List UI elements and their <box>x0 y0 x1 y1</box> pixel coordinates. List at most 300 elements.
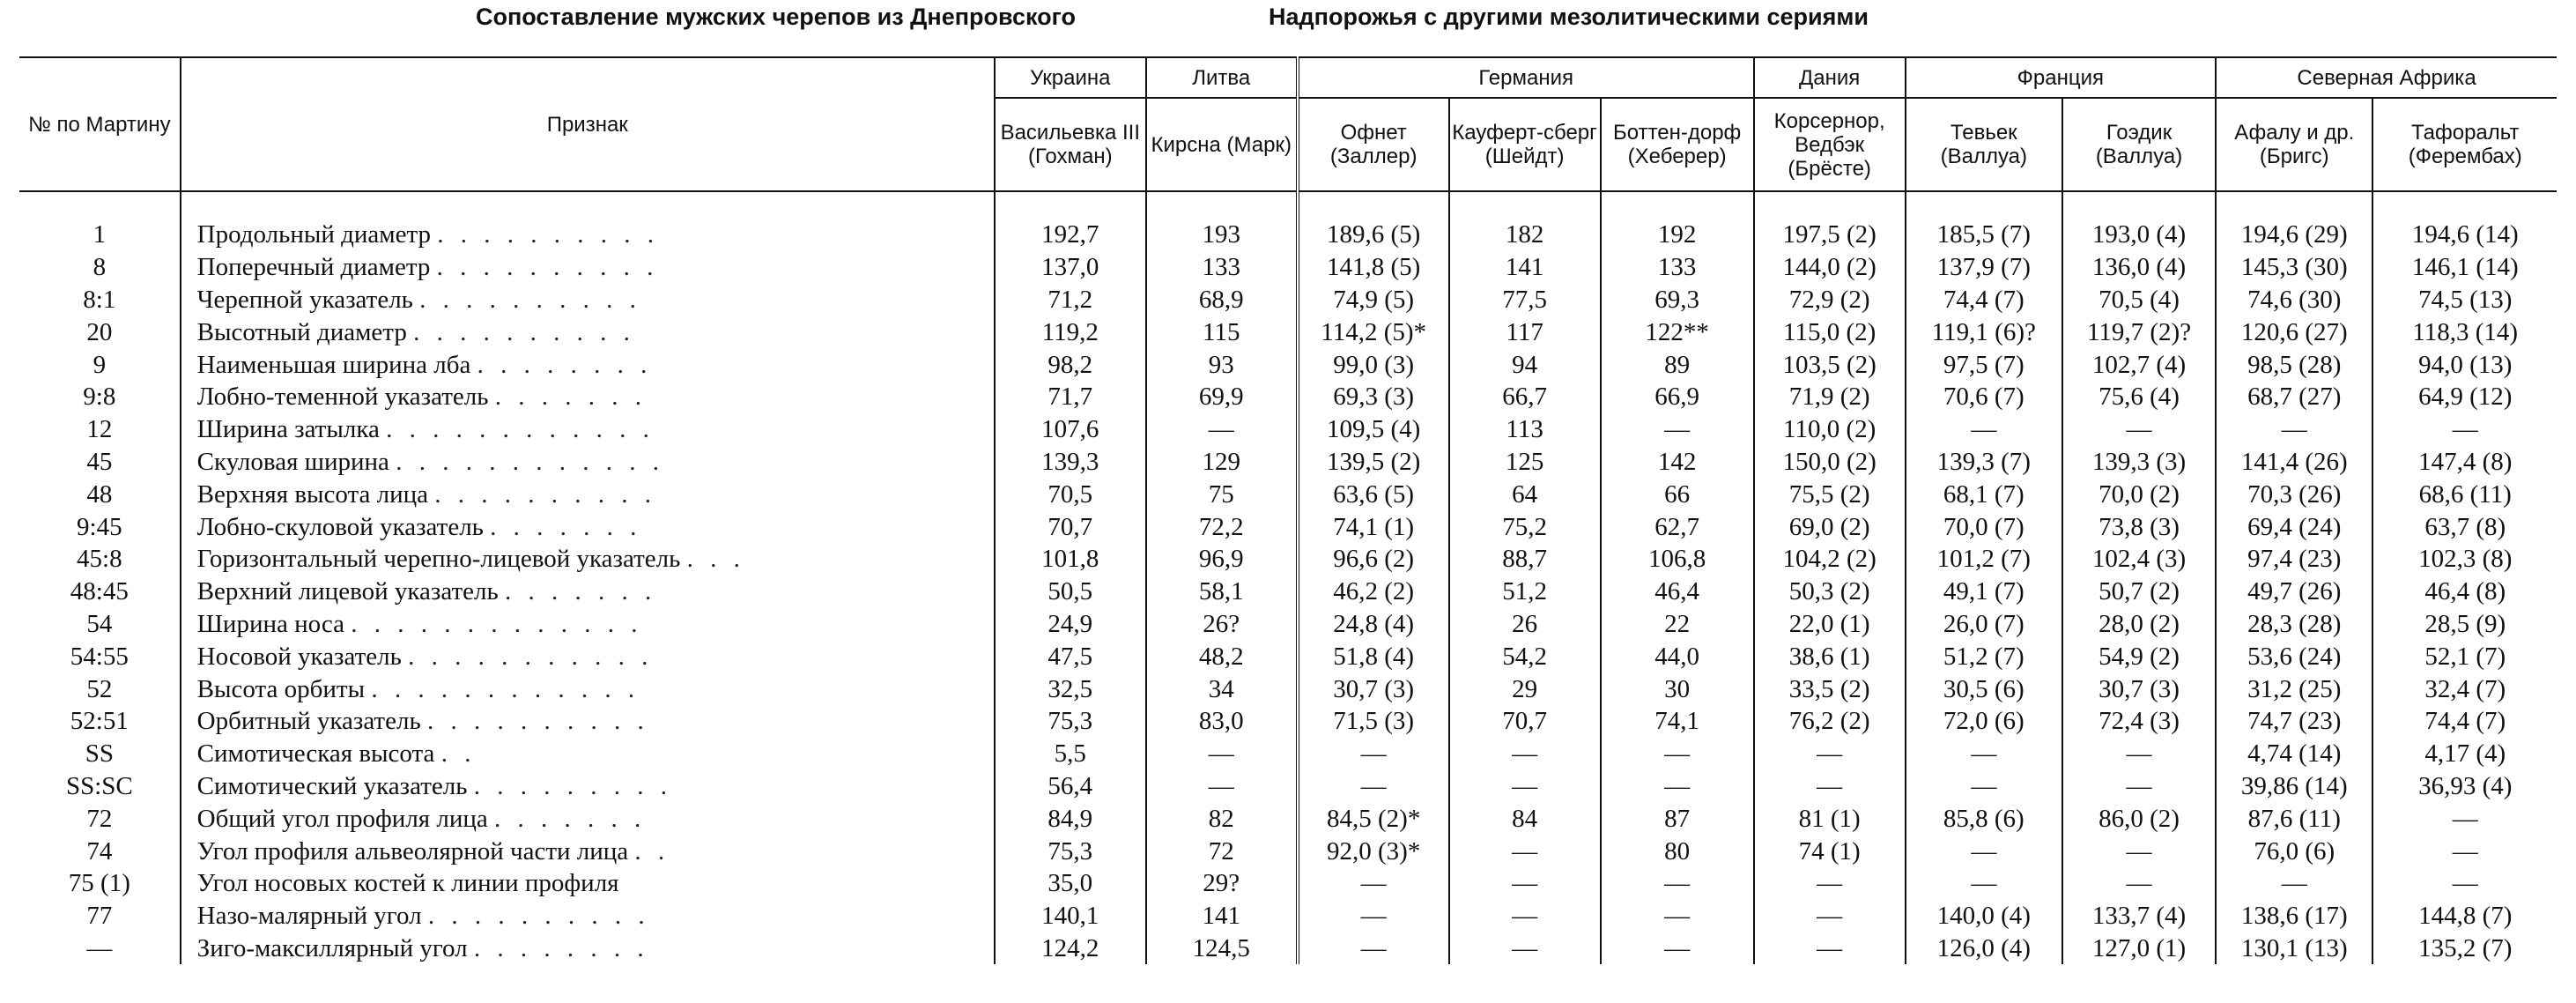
value-cell: 106,8 <box>1601 543 1754 576</box>
leader-dots: . . . . . . . . . . <box>436 253 659 282</box>
table-row <box>19 640 2557 672</box>
table-row <box>19 672 2557 705</box>
value-cell: — <box>2062 738 2216 770</box>
series-header: Васильевка III (Гохман) <box>995 98 1146 191</box>
value-cell: 49,1 (7) <box>1906 576 2062 608</box>
value-cell: 102,7 (4) <box>2062 348 2216 381</box>
value-cell: 96,6 (2) <box>1298 543 1449 576</box>
value-cell: — <box>2372 867 2557 900</box>
value-cell: 140,0 (4) <box>1906 900 2062 932</box>
feature-name: Угол профиля альвеолярной части лица <box>196 836 629 866</box>
table-body <box>19 191 2557 964</box>
value-cell: 110,0 (2) <box>1754 413 1906 446</box>
value-cell: — <box>1906 738 2062 770</box>
leader-dots: . . . . . . . . . <box>473 771 672 800</box>
value-cell: 46,2 (2) <box>1298 576 1449 608</box>
feature-name: Поперечный диаметр <box>196 253 431 282</box>
value-cell: — <box>1906 835 2062 867</box>
value-cell: 68,7 (27) <box>2216 381 2372 413</box>
value-cell: 44,0 <box>1601 640 1754 672</box>
value-cell: 76,0 (6) <box>2216 835 2372 867</box>
feature-name: Наименьшая ширина лба <box>196 350 471 379</box>
value-cell: 28,0 (2) <box>2062 608 2216 641</box>
value-cell: 51,2 (7) <box>1906 640 2062 672</box>
value-cell: 101,8 <box>995 543 1146 576</box>
value-cell: 86,0 (2) <box>2062 802 2216 835</box>
martin-number: 72 <box>86 804 113 833</box>
value-cell: — <box>1601 867 1754 900</box>
value-cell: — <box>1146 413 1298 446</box>
value-cell: — <box>1449 867 1601 900</box>
feature-name: Верхняя высота лица <box>196 479 429 509</box>
feature-cell <box>181 478 995 510</box>
value-cell: 32,4 (7) <box>2372 672 2557 705</box>
martin-number: 54:55 <box>70 642 129 671</box>
value-cell: 64 <box>1449 478 1601 510</box>
value-cell: 48,2 <box>1146 640 1298 672</box>
value-cell: 107,6 <box>995 413 1146 446</box>
feature-name: Ширина затылка <box>196 415 380 444</box>
value-cell: 70,0 (2) <box>2062 478 2216 510</box>
table-row <box>19 770 2557 803</box>
value-cell: 66,7 <box>1449 381 1601 413</box>
value-cell: — <box>1298 932 1449 965</box>
feature-cell <box>181 705 995 738</box>
value-cell: 28,3 (28) <box>2216 608 2372 641</box>
value-cell: 72,2 <box>1146 510 1298 543</box>
value-cell: 139,3 (3) <box>2062 446 2216 479</box>
value-cell: 74 (1) <box>1754 835 1906 867</box>
value-cell: 68,9 <box>1146 284 1298 316</box>
value-cell: 124,2 <box>995 932 1146 965</box>
value-cell: 70,3 (26) <box>2216 478 2372 510</box>
value-cell: 192 <box>1601 191 1754 251</box>
value-cell: 72 <box>1146 835 1298 867</box>
value-cell: 51,8 (4) <box>1298 640 1449 672</box>
value-cell: 30 <box>1601 672 1754 705</box>
value-cell: 127,0 (1) <box>2062 932 2216 965</box>
feature-cell <box>181 640 995 672</box>
martin-number: 77 <box>86 902 113 931</box>
value-cell: 74,5 (13) <box>2372 284 2557 316</box>
value-cell: 70,0 (7) <box>1906 510 2062 543</box>
value-cell: 74,9 (5) <box>1298 284 1449 316</box>
value-cell: 68,6 (11) <box>2372 478 2557 510</box>
series-header: Офнет (Заллер) <box>1298 98 1449 191</box>
value-cell: 70,7 <box>1449 705 1601 738</box>
value-cell: 31,2 (25) <box>2216 672 2372 705</box>
value-cell: 54,2 <box>1449 640 1601 672</box>
value-cell: 56,4 <box>995 770 1146 803</box>
value-cell: 83,0 <box>1146 705 1298 738</box>
martin-number: 8 <box>93 253 107 282</box>
table-row <box>19 900 2557 932</box>
value-cell: — <box>1298 867 1449 900</box>
feature-cell <box>181 900 995 932</box>
value-cell: 75,3 <box>995 835 1146 867</box>
feature-cell <box>181 576 995 608</box>
value-cell: — <box>1449 835 1601 867</box>
value-cell: 75,2 <box>1449 510 1601 543</box>
value-cell: 74,1 <box>1601 705 1754 738</box>
value-cell: 30,7 (3) <box>2062 672 2216 705</box>
value-cell: 29 <box>1449 672 1601 705</box>
value-cell: 29? <box>1146 867 1298 900</box>
value-cell: 85,8 (6) <box>1906 802 2062 835</box>
feature-cell <box>181 738 995 770</box>
value-cell: 74,4 (7) <box>2372 705 2557 738</box>
feature-name: Лобно-скуловой указатель <box>196 512 484 541</box>
value-cell: 72,9 (2) <box>1754 284 1906 316</box>
series-header: Тафоральт (Ферембах) <box>2372 98 2557 191</box>
table-row <box>19 543 2557 576</box>
header-num: № по Мартину <box>19 57 181 191</box>
value-cell: — <box>1601 413 1754 446</box>
martin-number: 9:45 <box>77 512 122 541</box>
value-cell: 138,6 (17) <box>2216 900 2372 932</box>
feature-cell <box>181 543 995 576</box>
value-cell: 24,9 <box>995 608 1146 641</box>
value-cell: — <box>1601 738 1754 770</box>
value-cell: — <box>1298 770 1449 803</box>
value-cell: 69,4 (24) <box>2216 510 2372 543</box>
value-cell: 122** <box>1601 316 1754 348</box>
leader-dots: . . . . . . . . . . . <box>408 642 654 671</box>
value-cell: 71,5 (3) <box>1298 705 1449 738</box>
table-row <box>19 191 2557 251</box>
value-cell: 69,3 <box>1601 284 1754 316</box>
series-header: Афалу и др. (Бригс) <box>2216 98 2372 191</box>
table-row <box>19 284 2557 316</box>
table-row <box>19 251 2557 284</box>
table-row <box>19 932 2557 965</box>
value-cell: 26 <box>1449 608 1601 641</box>
feature-name: Общий угол профиля лица <box>196 804 488 833</box>
value-cell: 104,2 (2) <box>1754 543 1906 576</box>
value-cell: 73,8 (3) <box>2062 510 2216 543</box>
martin-number: 52 <box>86 674 113 703</box>
value-cell: 24,8 (4) <box>1298 608 1449 641</box>
value-cell: 74,7 (23) <box>2216 705 2372 738</box>
table-row <box>19 316 2557 348</box>
value-cell: 63,7 (8) <box>2372 510 2557 543</box>
martin-number: 9 <box>93 350 107 379</box>
value-cell: — <box>2216 867 2372 900</box>
value-cell: 141,8 (5) <box>1298 251 1449 284</box>
table-row <box>19 867 2557 900</box>
value-cell: 32,5 <box>995 672 1146 705</box>
value-cell: 141 <box>1146 900 1298 932</box>
value-cell: 109,5 (4) <box>1298 413 1449 446</box>
value-cell: 96,9 <box>1146 543 1298 576</box>
value-cell: 33,5 (2) <box>1754 672 1906 705</box>
table-row <box>19 348 2557 381</box>
value-cell: 82 <box>1146 802 1298 835</box>
martin-number: 8:1 <box>83 285 116 314</box>
value-cell: 63,6 (5) <box>1298 478 1449 510</box>
value-cell: 50,5 <box>995 576 1146 608</box>
value-cell: 140,1 <box>995 900 1146 932</box>
value-cell: 89 <box>1601 348 1754 381</box>
value-cell: 72,4 (3) <box>2062 705 2216 738</box>
value-cell: 133 <box>1146 251 1298 284</box>
value-cell: 46,4 (8) <box>2372 576 2557 608</box>
feature-cell <box>181 381 995 413</box>
martin-number: 48:45 <box>70 577 129 606</box>
value-cell: 71,2 <box>995 284 1146 316</box>
table-row <box>19 446 2557 479</box>
table-title <box>0 4 2576 39</box>
value-cell: 70,5 (4) <box>2062 284 2216 316</box>
value-cell: 77,5 <box>1449 284 1601 316</box>
value-cell: 129 <box>1146 446 1298 479</box>
leader-dots: . . . . . . . . . . <box>419 285 641 314</box>
leader-dots: . . . . . . . <box>504 577 657 606</box>
value-cell: 120,6 (27) <box>2216 316 2372 348</box>
value-cell: 80 <box>1601 835 1754 867</box>
value-cell: — <box>2372 835 2557 867</box>
value-cell: 135,2 (7) <box>2372 932 2557 965</box>
value-cell: 99,0 (3) <box>1298 348 1449 381</box>
value-cell: 75,5 (2) <box>1754 478 1906 510</box>
value-cell: 102,3 (8) <box>2372 543 2557 576</box>
leader-dots: . . . . . . . . . . <box>427 902 650 931</box>
feature-cell <box>181 802 995 835</box>
feature-name: Орбитный указатель <box>196 707 421 736</box>
value-cell: — <box>1906 867 2062 900</box>
series-header: Кирсна (Марк) <box>1146 98 1298 191</box>
leader-dots: . . . . . . . <box>490 512 642 541</box>
feature-cell <box>181 316 995 348</box>
region-germany: Германия <box>1298 57 1754 98</box>
feature-cell <box>181 191 995 251</box>
value-cell: 22,0 (1) <box>1754 608 1906 641</box>
leader-dots: . . . . . . . . . . <box>426 707 649 736</box>
feature-cell <box>181 867 995 900</box>
feature-name: Горизонтальный черепно-лицевой указатель <box>196 545 681 574</box>
value-cell: 84 <box>1449 802 1601 835</box>
feature-cell <box>181 413 995 446</box>
value-cell: 22 <box>1601 608 1754 641</box>
value-cell: 115,0 (2) <box>1754 316 1906 348</box>
value-cell: 54,9 (2) <box>2062 640 2216 672</box>
title-right: Надпорожья с другими мезолитическими сериями <box>1269 4 1869 30</box>
value-cell: 70,5 <box>995 478 1146 510</box>
feature-name: Черепной указатель <box>196 285 413 314</box>
value-cell: 97,5 (7) <box>1906 348 2062 381</box>
martin-number: 75 (1) <box>68 869 130 898</box>
value-cell: 84,9 <box>995 802 1146 835</box>
value-cell: 47,5 <box>995 640 1146 672</box>
region-north-africa: Северная Африка <box>2216 57 2557 98</box>
feature-name: Носовой указатель <box>196 642 402 671</box>
value-cell: 69,0 (2) <box>1754 510 1906 543</box>
feature-name: Продольный диаметр <box>196 220 432 249</box>
region-denmark: Дания <box>1754 57 1906 98</box>
leader-dots: . . . . . . . <box>494 804 647 833</box>
value-cell: 150,0 (2) <box>1754 446 1906 479</box>
martin-number: 9:8 <box>83 383 116 412</box>
value-cell: 87 <box>1601 802 1754 835</box>
value-cell: 36,93 (4) <box>2372 770 2557 803</box>
value-cell: 74,1 (1) <box>1298 510 1449 543</box>
feature-name: Скуловая ширина <box>196 447 389 476</box>
value-cell: — <box>2062 835 2216 867</box>
value-cell: — <box>1146 738 1298 770</box>
feature-cell <box>181 284 995 316</box>
leader-dots: . . . <box>686 545 745 574</box>
header-feature: Признак <box>181 57 995 191</box>
value-cell: 193 <box>1146 191 1298 251</box>
value-cell: — <box>1906 770 2062 803</box>
value-cell: 75,3 <box>995 705 1146 738</box>
feature-name: Зиго-максиллярный угол <box>196 933 468 962</box>
series-header: Корсернор, Ведбэк (Брёсте) <box>1754 98 1906 191</box>
value-cell: 194,6 (29) <box>2216 191 2372 251</box>
value-cell: 50,7 (2) <box>2062 576 2216 608</box>
value-cell: 4,17 (4) <box>2372 738 2557 770</box>
series-header: Кауферт-сберг (Шейдт) <box>1449 98 1601 191</box>
value-cell: 38,6 (1) <box>1754 640 1906 672</box>
region-lithuania: Литва <box>1146 57 1298 98</box>
region-france: Франция <box>1906 57 2216 98</box>
feature-name: Лобно-теменной указатель <box>196 383 489 412</box>
value-cell: 117 <box>1449 316 1601 348</box>
value-cell: — <box>1754 867 1906 900</box>
value-cell: — <box>1754 738 1906 770</box>
value-cell: 46,4 <box>1601 576 1754 608</box>
leader-dots: . . . . . . . . <box>473 933 649 962</box>
value-cell: 75,6 (4) <box>2062 381 2216 413</box>
value-cell: — <box>1754 932 1906 965</box>
value-cell: 193,0 (4) <box>2062 191 2216 251</box>
value-cell: — <box>2216 413 2372 446</box>
value-cell: 101,2 (7) <box>1906 543 2062 576</box>
value-cell: 139,5 (2) <box>1298 446 1449 479</box>
comparison-table <box>19 56 2557 964</box>
martin-number: — <box>86 933 113 962</box>
value-cell: 50,3 (2) <box>1754 576 1906 608</box>
table-row <box>19 802 2557 835</box>
series-header: Тевьек (Валлуа) <box>1906 98 2062 191</box>
value-cell: — <box>1601 770 1754 803</box>
value-cell: — <box>2372 802 2557 835</box>
martin-number: 54 <box>86 609 113 638</box>
value-cell: 124,5 <box>1146 932 1298 965</box>
table-row <box>19 478 2557 510</box>
table-row <box>19 413 2557 446</box>
value-cell: 88,7 <box>1449 543 1601 576</box>
value-cell: 118,3 (14) <box>2372 316 2557 348</box>
leader-dots: . . <box>440 739 477 769</box>
value-cell: 35,0 <box>995 867 1146 900</box>
value-cell: 98,5 (28) <box>2216 348 2372 381</box>
value-cell: 185,5 (7) <box>1906 191 2062 251</box>
value-cell: 119,7 (2)? <box>2062 316 2216 348</box>
value-cell: — <box>2372 413 2557 446</box>
value-cell: 146,1 (14) <box>2372 251 2557 284</box>
value-cell: 69,9 <box>1146 381 1298 413</box>
table-row <box>19 608 2557 641</box>
martin-number: 52:51 <box>70 707 129 736</box>
value-cell: 64,9 (12) <box>2372 381 2557 413</box>
value-cell: 70,6 (7) <box>1906 381 2062 413</box>
value-cell: 98,2 <box>995 348 1146 381</box>
value-cell: 147,4 (8) <box>2372 446 2557 479</box>
martin-number: 1 <box>93 220 107 249</box>
value-cell: 87,6 (11) <box>2216 802 2372 835</box>
value-cell: 141 <box>1449 251 1601 284</box>
value-cell: — <box>1449 900 1601 932</box>
table-row <box>19 576 2557 608</box>
value-cell: 194,6 (14) <box>2372 191 2557 251</box>
martin-number: SS:SC <box>65 771 133 800</box>
martin-number: SS <box>85 739 114 769</box>
value-cell: 115 <box>1146 316 1298 348</box>
leader-dots: . . . . . . . . . . . . . <box>351 609 643 638</box>
value-cell: 74,6 (30) <box>2216 284 2372 316</box>
value-cell: 68,1 (7) <box>1906 478 2062 510</box>
feature-name: Высота орбиты <box>196 674 366 703</box>
value-cell: 139,3 <box>995 446 1146 479</box>
series-header: Боттен-дорф (Хеберер) <box>1601 98 1754 191</box>
value-cell: 133 <box>1601 251 1754 284</box>
value-cell: 72,0 (6) <box>1906 705 2062 738</box>
value-cell: 125 <box>1449 446 1601 479</box>
feature-name: Угол носовых костей к линии профиля <box>196 869 619 898</box>
leader-dots: . . . . . . . . . . . . <box>371 674 640 703</box>
value-cell: 93 <box>1146 348 1298 381</box>
value-cell: — <box>2062 413 2216 446</box>
value-cell: 51,2 <box>1449 576 1601 608</box>
value-cell: — <box>1449 738 1601 770</box>
value-cell: 66,9 <box>1601 381 1754 413</box>
feature-cell <box>181 770 995 803</box>
feature-name: Симотическая высота <box>196 739 435 769</box>
value-cell: — <box>1754 770 1906 803</box>
value-cell: 137,0 <box>995 251 1146 284</box>
leader-dots: . . . . . . . . . . . . <box>386 415 655 444</box>
leader-dots: . . . . . . . . . . <box>413 317 635 346</box>
value-cell: 94,0 (13) <box>2372 348 2557 381</box>
value-cell: 102,4 (3) <box>2062 543 2216 576</box>
region-ukraine: Украина <box>995 57 1146 98</box>
value-cell: — <box>1601 900 1754 932</box>
value-cell: 74,4 (7) <box>1906 284 2062 316</box>
value-cell: 84,5 (2)* <box>1298 802 1449 835</box>
value-cell: 39,86 (14) <box>2216 770 2372 803</box>
value-cell: 126,0 (4) <box>1906 932 2062 965</box>
value-cell: — <box>2062 867 2216 900</box>
series-header: Гоэдик (Валлуа) <box>2062 98 2216 191</box>
value-cell: 26? <box>1146 608 1298 641</box>
feature-cell <box>181 608 995 641</box>
value-cell: 94 <box>1449 348 1601 381</box>
value-cell: — <box>1754 900 1906 932</box>
value-cell: 119,1 (6)? <box>1906 316 2062 348</box>
value-cell: 5,5 <box>995 738 1146 770</box>
value-cell: 141,4 (26) <box>2216 446 2372 479</box>
feature-cell <box>181 510 995 543</box>
value-cell: 4,74 (14) <box>2216 738 2372 770</box>
table-row <box>19 705 2557 738</box>
value-cell: 30,5 (6) <box>1906 672 2062 705</box>
value-cell: 34 <box>1146 672 1298 705</box>
value-cell: — <box>2062 770 2216 803</box>
value-cell: 81 (1) <box>1754 802 1906 835</box>
value-cell: 144,0 (2) <box>1754 251 1906 284</box>
value-cell: — <box>1449 932 1601 965</box>
